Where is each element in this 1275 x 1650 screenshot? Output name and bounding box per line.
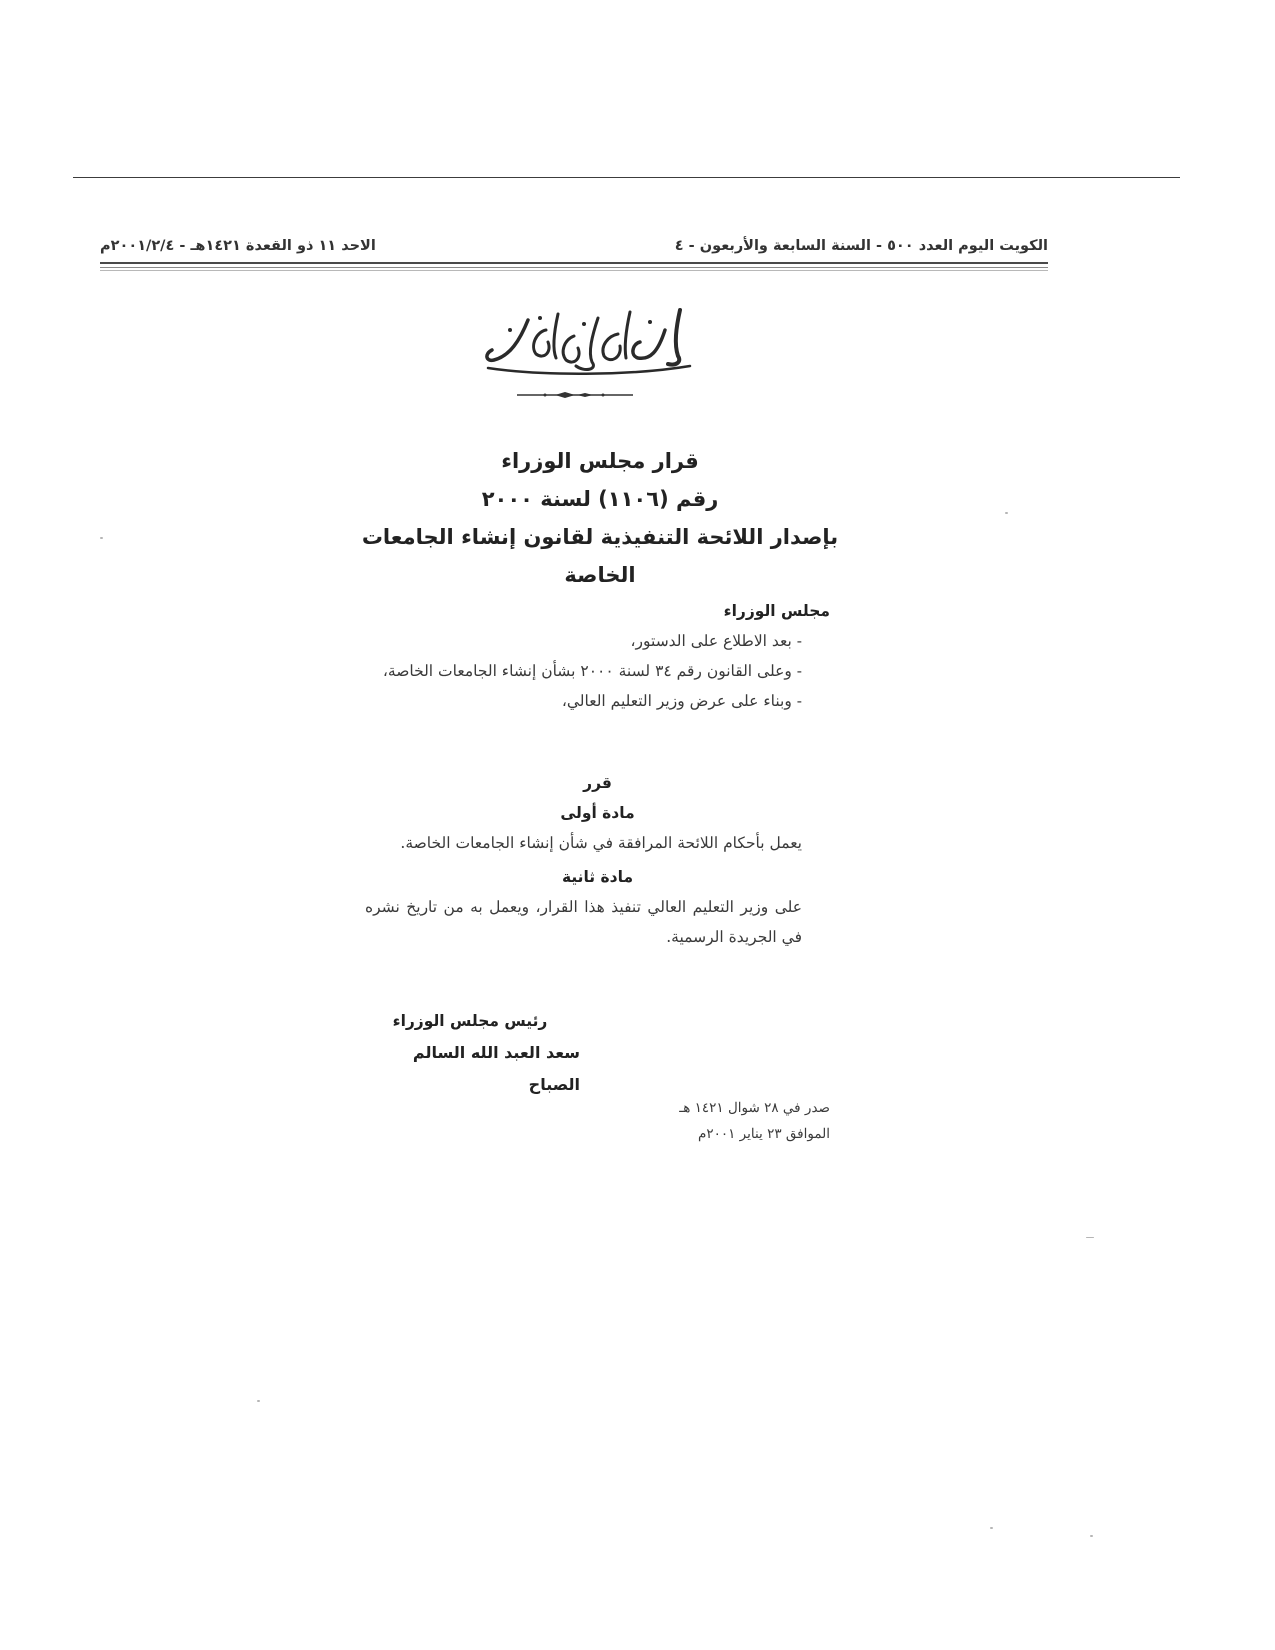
decree-title-line: قرار مجلس الوزراء bbox=[501, 449, 699, 473]
header-rule-thin bbox=[100, 267, 1048, 268]
signature-title: رئيس مجلس الوزراء bbox=[392, 1012, 548, 1030]
article-1-text: يعمل بأحكام اللائحة المرافقة في شأن إنشاء الجامعات الخاصة. bbox=[400, 834, 802, 852]
issue-date-block bbox=[640, 1095, 830, 1147]
scan-speck bbox=[990, 1527, 993, 1529]
top-rule bbox=[73, 177, 1180, 178]
scan-speck bbox=[1086, 1237, 1094, 1238]
preamble-heading: مجلس الوزراء bbox=[723, 602, 830, 620]
preamble bbox=[365, 596, 830, 716]
scan-speck bbox=[257, 1400, 260, 1402]
scan-speck bbox=[100, 537, 103, 539]
preamble-item: - وبناء على عرض وزير التعليم العالي، bbox=[561, 692, 802, 710]
preamble-item: - وعلى القانون رقم ٣٤ لسنة ٢٠٠٠ بشأن إنشاء الجامعات الخاصة، bbox=[382, 662, 802, 680]
running-header bbox=[100, 238, 1048, 262]
decree-title bbox=[360, 442, 840, 594]
header-rule bbox=[100, 262, 1048, 264]
issue-date-gregorian: الموافق ٢٣ يناير ٢٠٠١م bbox=[697, 1126, 830, 1142]
article-1-heading: مادة أولى bbox=[560, 804, 635, 822]
header-rule-thin-2 bbox=[100, 270, 1048, 271]
preamble-item: - بعد الاطلاع على الدستور، bbox=[630, 632, 802, 650]
scan-speck bbox=[1005, 512, 1008, 514]
scan-speck bbox=[1090, 1535, 1093, 1537]
signature-name: سعد العبد الله السالم الصباح bbox=[412, 1043, 580, 1094]
decorative-ornament bbox=[515, 390, 635, 400]
council-of-ministers-calligraphy-logo bbox=[480, 300, 700, 385]
header-issue-info: الكويت اليوم العدد ٥٠٠ - السنة السابعة والأربعون - ٤ bbox=[674, 238, 1048, 254]
decree-number: رقم (١١٠٦) لسنة ٢٠٠٠ bbox=[481, 487, 719, 511]
issue-date-hijri: صدر في ٢٨ شوال ١٤٢١ هـ bbox=[679, 1100, 830, 1116]
decision bbox=[365, 768, 830, 952]
header-date: الاحد ١١ ذو القعدة ١٤٢١هـ - ٢٠٠١/٢/٤م bbox=[100, 238, 376, 254]
signature-block bbox=[360, 1005, 580, 1101]
article-2-text: على وزير التعليم العالي تنفيذ هذا القرار، ويعمل به من تاريخ نشره في الجريدة الرسمية. bbox=[365, 898, 802, 946]
article-2-heading: مادة ثانية bbox=[561, 868, 634, 886]
decree-subject-cont: الخاصة bbox=[564, 563, 636, 587]
decision-heading: قرر bbox=[583, 774, 612, 792]
decree-subject: بإصدار اللائحة التنفيذية لقانون إنشاء الجامعات bbox=[361, 525, 839, 549]
